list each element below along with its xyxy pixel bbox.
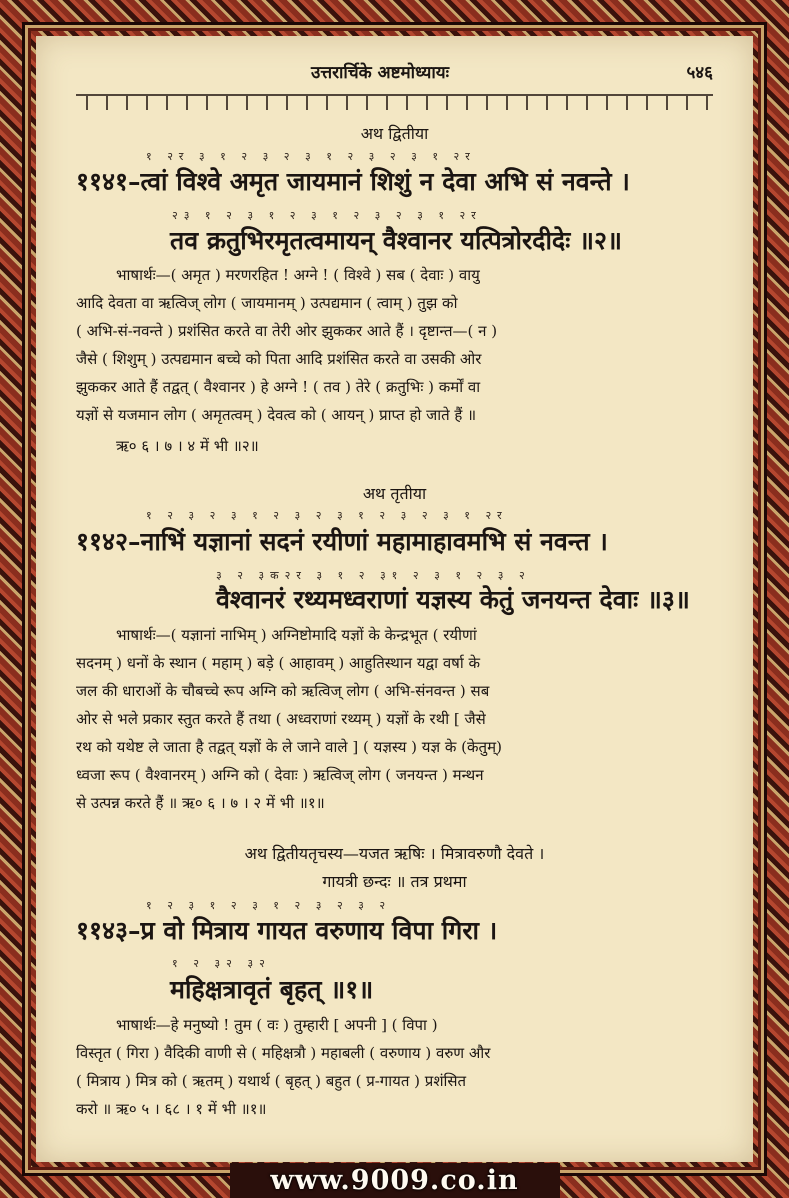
commentary-line: से उत्पन्न करते हैं ॥ ऋ० ६ । ७ । २ में भी ॥१॥ xyxy=(76,794,325,812)
commentary-line: करो ॥ ऋ० ५ । ६८ । १ में भी ॥१॥ xyxy=(76,1100,267,1118)
verse-line: वैश्वानरं रथ्यमध्वराणां यज्ञस्य केतुं जनयन्त देवाः ॥३॥ xyxy=(216,585,690,614)
commentary-line: भाषार्थः—( अमृत ) मरणरहित ! अग्ने ! ( विश्वे ) सब ( देवाः ) वायु xyxy=(116,266,480,284)
chapter-title: उत्तरार्चिके अष्टमोध्यायः xyxy=(311,63,450,83)
commentary-line: आदि देवता वा ऋत्विज् लोग ( जायमानम् ) उत्पद्यमान ( त्वाम् ) तुझ को xyxy=(76,294,458,312)
svara-marks: १ २ ३ २ ३ १ २ ३ २ ३ १ २ ३ २ ३ १ २र xyxy=(146,509,508,522)
header-ornament-divider xyxy=(76,94,713,110)
svara-marks: १ २ ३२ ३२ xyxy=(172,957,271,970)
verse-line: महिक्षत्रावृतं बृहत् ॥१॥ xyxy=(170,975,374,1004)
reference-note: ऋ० ६ । ७ । ४ में भी ॥२॥ xyxy=(116,437,259,455)
svara-marks: ३ २ ३क२र ३ १ २ ३१ २ ३ १ २ ३ २ xyxy=(216,569,531,582)
commentary-line: जल की धाराओं के चौबच्चे रूप अग्नि को ऋत्विज् लोग ( अभि-संनवन्त ) सब xyxy=(76,682,490,700)
page-header xyxy=(76,60,713,86)
verse-line: ११४३–प्र वो मित्राय गायत वरुणाय विपा गिरा । xyxy=(76,916,498,945)
section-title: अथ द्वितीयतृचस्य—यजत ऋषिः । मित्रावरुणौ देवते । xyxy=(244,844,545,863)
commentary-line: रथ को यथेष्ट ले जाता है तद्वत् यज्ञों के ले जाने वाले ] ( यज्ञस्य ) यज्ञ के (केतुम्) xyxy=(76,738,502,756)
commentary-line: जैसे ( शिशुम् ) उत्पद्यमान बच्चे को पिता आदि प्रशंसित करते वा उसकी ओर xyxy=(76,350,482,368)
book-page xyxy=(36,36,753,1162)
svara-marks: १ २ ३ १ २ ३ १ २ ३ २ ३ २ xyxy=(146,899,392,912)
commentary-line: यज्ञों से यजमान लोग ( अमृतत्वम् ) देवत्व को ( आयन् ) प्राप्त हो जाते हैं ॥ xyxy=(76,406,477,424)
svara-marks: १ २र ३ १ २ ३ २ ३ १ २ ३ २ ३ १ २र xyxy=(146,150,476,163)
commentary-line: ( अभि-सं-नवन्ते ) प्रशंसित करते वा तेरी ओर झुककर आते हैं । दृष्टान्त—( न ) xyxy=(76,322,498,340)
commentary-line: ओर से भले प्रकार स्तुत करते हैं तथा ( अध्वराणां रथ्यम् ) यज्ञों के रथी [ जैसे xyxy=(76,710,486,728)
commentary-line: ध्वजा रूप ( वैश्वानरम् ) अग्नि को ( देवाः ) ऋत्विज् लोग ( जनयन्त ) मन्थन xyxy=(76,766,484,784)
commentary-line: विस्तृत ( गिरा ) वैदिकी वाणी से ( महिक्षत्रौ ) महाबली ( वरुणाय ) वरुण और xyxy=(76,1044,491,1062)
verse-line: ११४२–नाभिं यज्ञानां सदनं रयीणां महामाहावमभि सं नवन्त । xyxy=(76,527,608,556)
section-title: अथ द्वितीया xyxy=(360,124,429,143)
verse-line: ११४१–त्वां विश्वे अमृत जायमानं शिशुं न देवा अभि सं नवन्ते । xyxy=(76,167,630,196)
page-number: ५४६ xyxy=(686,63,713,83)
website-watermark: www.9009.co.in xyxy=(270,1165,519,1196)
verse-line: तव क्रतुभिरमृतत्वमायन् वैश्वानर यत्पित्रोरदीदेः ॥२॥ xyxy=(170,226,622,255)
svara-marks: २३ १ २ ३ १ २ ३ १ २ ३ २ ३ १ २र xyxy=(172,209,482,222)
section-subtitle: गायत्री छन्दः ॥ तत्र प्रथमा xyxy=(322,872,467,891)
section-title: अथ तृतीया xyxy=(362,484,427,503)
commentary-line: ( मित्राय ) मित्र को ( ऋतम् ) यथार्थ ( बृहत् ) बहुत ( प्र-गायत ) प्रशंसित xyxy=(76,1072,467,1090)
commentary-line: सदनम् ) धनों के स्थान ( महाम् ) बड़े ( आहावम् ) आहुतिस्थान यद्वा वर्षा के xyxy=(76,654,481,672)
commentary-line: भाषार्थः—( यज्ञानां नाभिम् ) अग्निष्टोमादि यज्ञों के केन्द्रभूत ( रयीणां xyxy=(116,626,477,644)
commentary-line: भाषार्थः—हे मनुष्यो ! तुम ( वः ) तुम्हारी [ अपनी ] ( विपा ) xyxy=(116,1016,438,1034)
commentary-line: झुककर आते हैं तद्वत् ( वैश्वानर ) हे अग्ने ! ( तव ) तेरे ( क्रतुभिः ) कर्मों वा xyxy=(76,378,481,396)
